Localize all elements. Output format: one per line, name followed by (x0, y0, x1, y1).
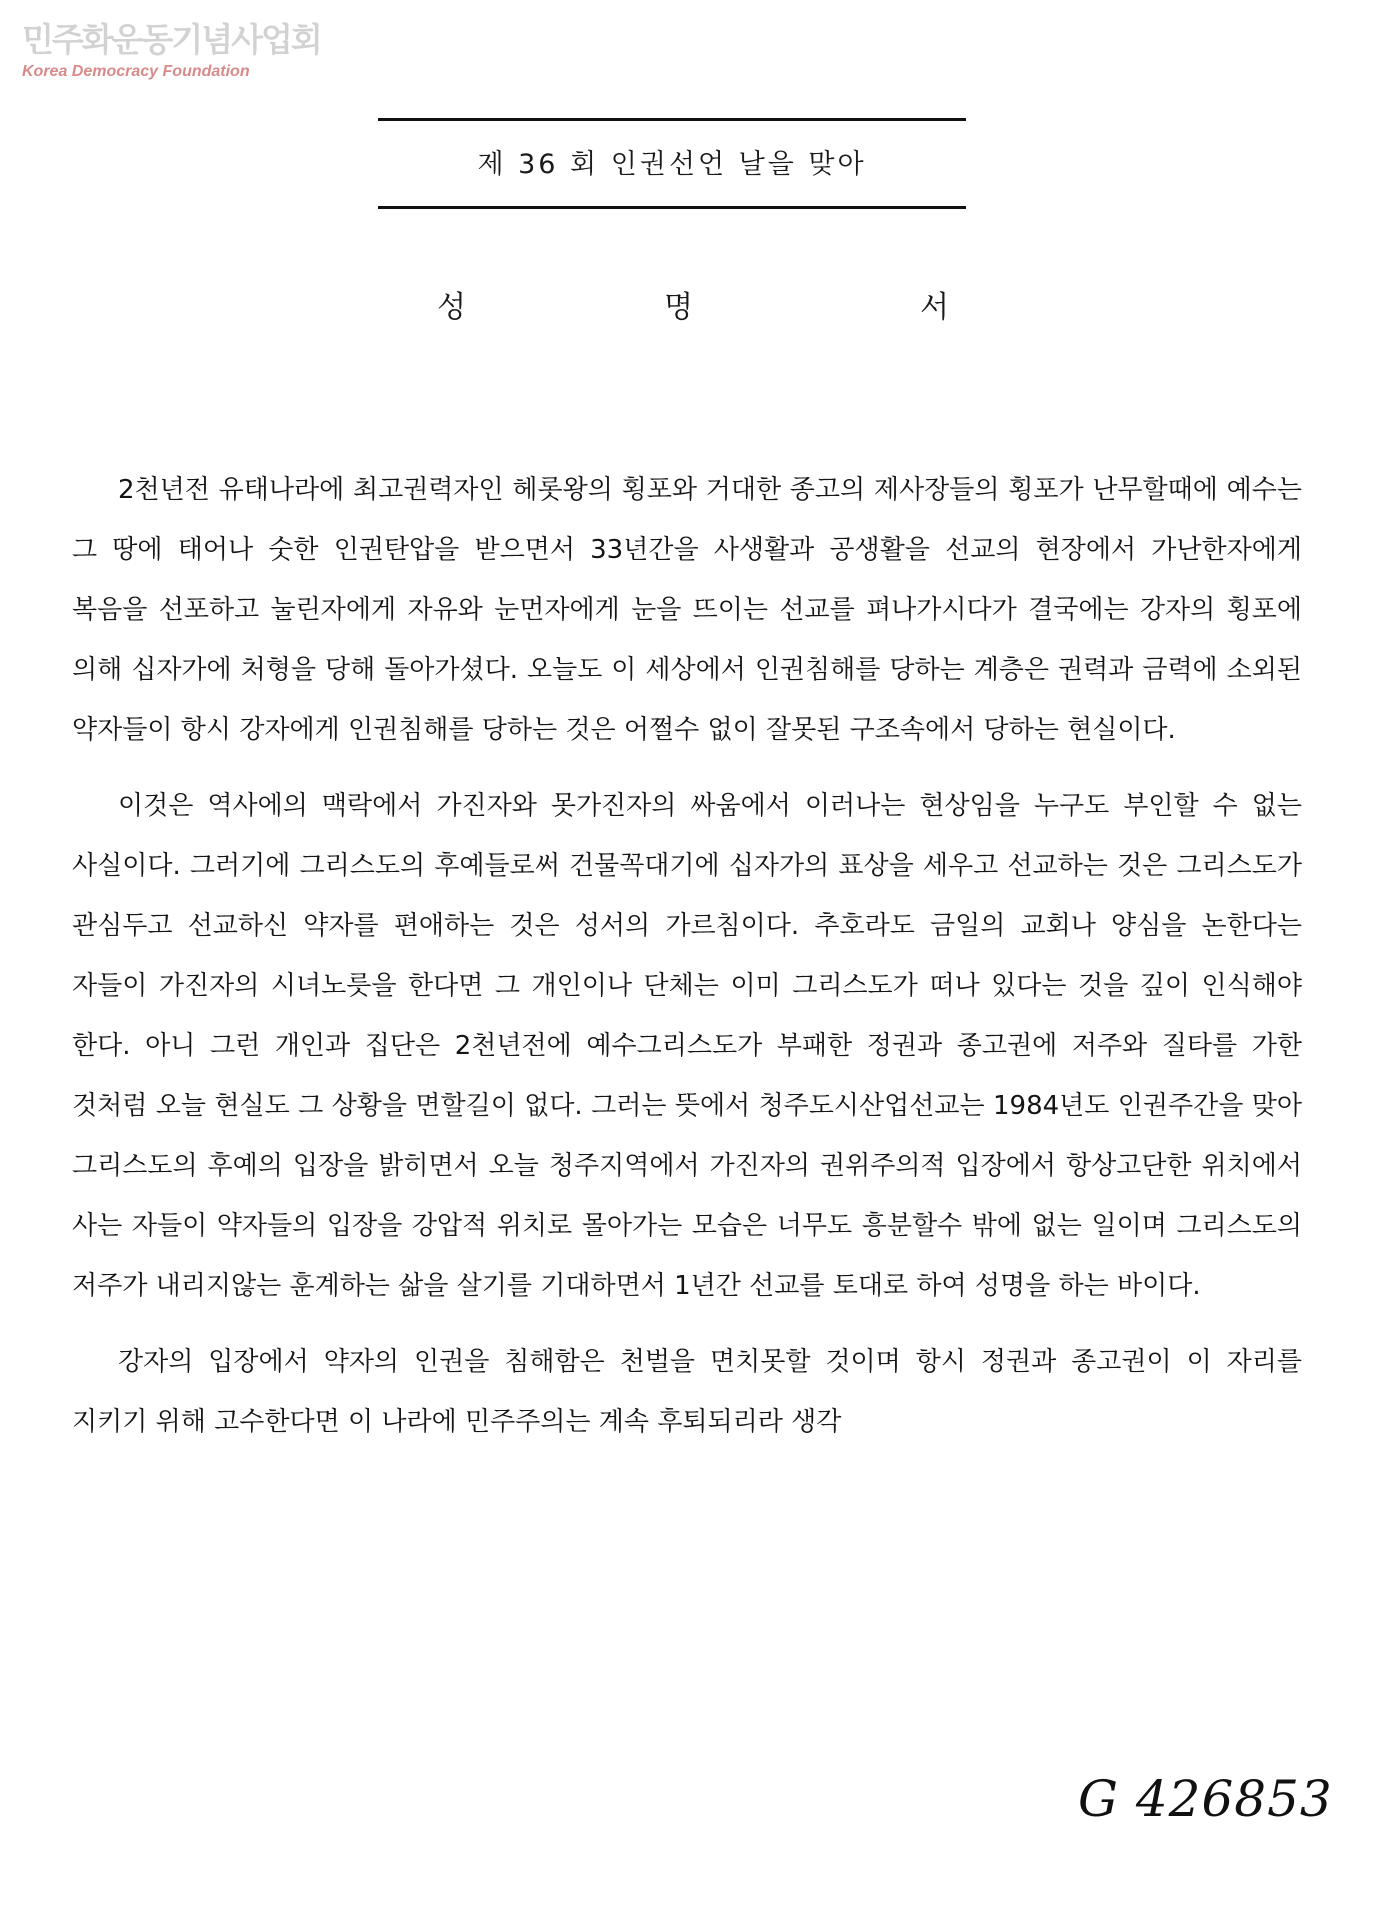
watermark-korean-name: 민주화운동기념사업회 (22, 20, 321, 59)
body-paragraph-2: 이것은 역사에의 맥락에서 가진자와 못가진자의 싸움에서 이러나는 현상임을 누구도 부인할 수 없는 사실이다. 그러기에 그리스도의 후예들로써 건물꼭대기에 십자가의 표상을 세우고 선교하는 것은 그리스도가 관심두고 선교하신 약자를 편애하는 것은 성서의 가르침이다. 추호라도 금일의 교회나 양심을 논한다는 자들이 가진자의 시녀노릇을 한다면 그 개인이나 단체는 이미 그리스도가 떠나 있다는 것을 깊이 인식해야 한다. 아니 그런 개인과 집단은 2천년전에 예수그리스도가 부패한 정권과 종고권에 저주와 질타를 가한 것처럼 오늘 현실도 그 상황을 면할길이 없다. 그러는 뜻에서 청주도시산업선교는 1984년도 인권주간을 맞아 그리스도의 후예의 입장을 밝히면서 오늘 청주지역에서 가진자의 권위주의적 입장에서 항상고단한 위치에서 사는 자들이 약자들의 입장을 강압적 위치로 몰아가는 모습은 너무도 흥분할수 밖에 없는 일이며 그리스도의 저주가 내리지않는 훈계하는 삶을 살기를 기대하면서 1년간 선교를 토대로 하여 성명을 하는 바이다. (72, 791, 1302, 1301)
body-paragraph-3: 강자의 입장에서 약자의 인권을 침해함은 천벌을 면치못할 것이며 항시 정권과 종고권이 이 자리를 지키기 위해 고수한다면 이 나라에 민주주의는 계속 후퇴되리라 생각 (72, 1347, 1302, 1437)
handwritten-archive-number: G 426853 (1078, 1770, 1333, 1828)
watermark-english-name: Korea Democracy Foundation (22, 63, 250, 80)
document-heading: 제 36 회 인권선언 날을 맞아 (477, 149, 867, 180)
document-type-title (0, 282, 1391, 325)
title-bottom-rule (378, 206, 966, 209)
doc-type-char-3: 서 (920, 290, 949, 325)
foundation-watermark (22, 20, 352, 82)
doc-type-char-1: 성 (437, 290, 466, 325)
body-paragraph-1: 2천년전 유태나라에 최고권력자인 헤롯왕의 횡포와 거대한 종고의 제사장들의 횡포가 난무할때에 예수는 그 땅에 태어나 숫한 인권탄압을 받으면서 33년간을 사생활과 공생활을 선교의 현장에서 가난한자에게 복음을 선포하고 눌린자에게 자유와 눈먼자에게 눈을 뜨이는 선교를 펴나가시다가 결국에는 강자의 횡포에 의해 십자가에 처형을 당해 돌아가셨다. 오늘도 이 세상에서 인권침해를 당하는 계층은 권력과 금력에 소외된 약자들이 항시 강자에게 인권침해를 당하는 것은 어쩔수 없이 잘못된 구조속에서 당하는 현실이다. (72, 475, 1302, 745)
doc-type-char-2: 명 (664, 290, 693, 325)
title-top-rule (378, 118, 966, 121)
statement-body (72, 460, 1302, 1468)
